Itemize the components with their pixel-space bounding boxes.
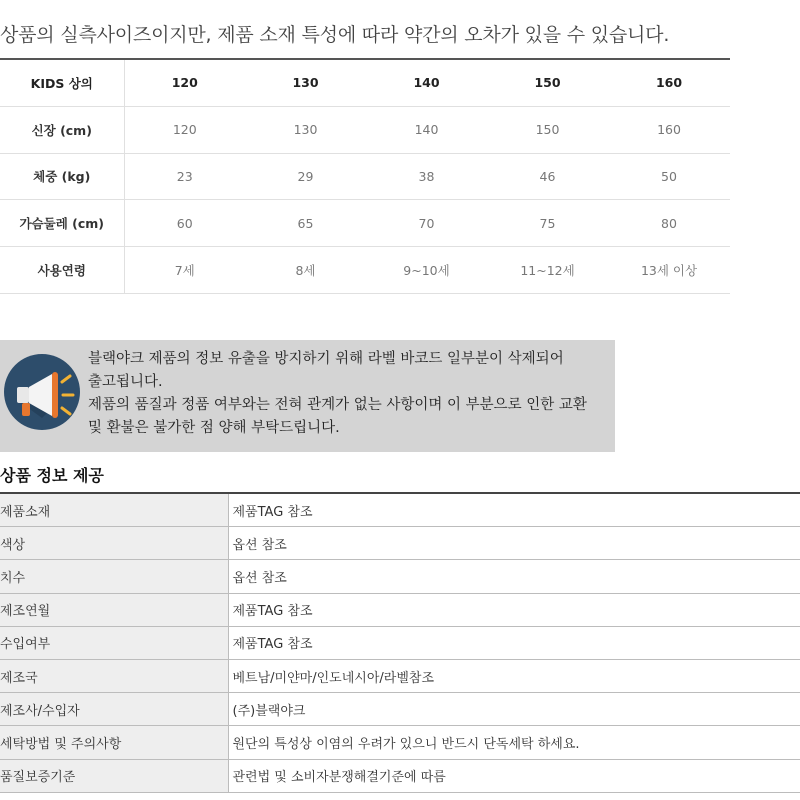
- table-row: [0, 593, 800, 626]
- table-cell: 60: [124, 200, 245, 247]
- table-cell: 130: [245, 106, 366, 153]
- info-label: 제조연월: [0, 593, 228, 626]
- info-value: 옵션 참조: [228, 560, 800, 593]
- info-label: 품질보증기준: [0, 759, 228, 792]
- table-cell: 150: [487, 106, 608, 153]
- banner-line: 및 환불은 불가한 점 양해 부탁드립니다.: [88, 420, 340, 436]
- table-row: [0, 493, 800, 527]
- table-cell: 23: [124, 153, 245, 200]
- table-cell: 80: [608, 200, 730, 247]
- table-cell: 13세 이상: [608, 247, 730, 294]
- table-row: [0, 560, 800, 593]
- table-cell: 38: [366, 153, 487, 200]
- row-label-height: 신장 (cm): [0, 106, 124, 153]
- table-row: [0, 759, 800, 792]
- size-table-header-cell: 130: [245, 59, 366, 106]
- banner-line: 출고됩니다.: [88, 374, 163, 390]
- banner-line: 블랙야크 제품의 정보 유출을 방지하기 위해 라벨 바코드 일부분이 삭제되어: [88, 351, 564, 367]
- info-value: (주)블랙야크: [228, 693, 800, 726]
- table-row: [0, 200, 730, 247]
- table-cell: 46: [487, 153, 608, 200]
- table-cell: 140: [366, 106, 487, 153]
- table-cell: 8세: [245, 247, 366, 294]
- table-row: [0, 527, 800, 560]
- table-row: [0, 153, 730, 200]
- table-cell: 75: [487, 200, 608, 247]
- row-label-weight: 체중 (kg): [0, 153, 124, 200]
- table-cell: 160: [608, 106, 730, 153]
- info-label: 제조사/수입자: [0, 693, 228, 726]
- table-cell: 29: [245, 153, 366, 200]
- table-cell: 120: [124, 106, 245, 153]
- table-cell: 50: [608, 153, 730, 200]
- product-info-title: 상품 정보 제공: [0, 466, 104, 485]
- size-table-header-cell: 120: [124, 59, 245, 106]
- banner-line: 제품의 품질과 정품 여부와는 전혀 관계가 없는 사항이며 이 부분으로 인한 교환: [88, 397, 587, 413]
- notice-banner: [0, 340, 615, 452]
- size-table-header-label: KIDS 상의: [0, 59, 124, 106]
- table-row: [0, 106, 730, 153]
- table-cell: 7세: [124, 247, 245, 294]
- info-value: 베트남/미얀마/인도네시아/라벨참조: [228, 659, 800, 692]
- size-table-header-cell: 150: [487, 59, 608, 106]
- table-cell: 9~10세: [366, 247, 487, 294]
- info-label: 제품소재: [0, 493, 228, 527]
- info-value: 제품TAG 참조: [228, 493, 800, 527]
- info-label: 수입여부: [0, 626, 228, 659]
- info-value: 관련법 및 소비자분쟁해결기준에 따름: [228, 759, 800, 792]
- row-label-age: 사용연령: [0, 247, 124, 294]
- table-row: [0, 626, 800, 659]
- row-label-chest: 가슴둘레 (cm): [0, 200, 124, 247]
- info-value: 원단의 특성상 이염의 우려가 있으니 반드시 단독세탁 하세요.: [228, 726, 800, 759]
- table-row: [0, 659, 800, 692]
- size-notice: 상품의 실측사이즈이지만, 제품 소재 특성에 따라 약간의 오차가 있을 수 있습니다.: [0, 24, 670, 46]
- size-table: [0, 58, 730, 294]
- size-table-header-row: [0, 59, 730, 106]
- info-label: 제조국: [0, 659, 228, 692]
- info-label: 치수: [0, 560, 228, 593]
- table-row: [0, 247, 730, 294]
- info-value: 제품TAG 참조: [228, 593, 800, 626]
- info-label: 색상: [0, 527, 228, 560]
- info-value: 옵션 참조: [228, 527, 800, 560]
- table-cell: 11~12세: [487, 247, 608, 294]
- table-cell: 65: [245, 200, 366, 247]
- size-table-header-cell: 140: [366, 59, 487, 106]
- info-label: 세탁방법 및 주의사항: [0, 726, 228, 759]
- megaphone-icon: [2, 352, 82, 432]
- size-table-header-cell: 160: [608, 59, 730, 106]
- banner-text: [88, 348, 613, 440]
- table-row: [0, 693, 800, 726]
- table-row: [0, 726, 800, 759]
- product-info-table: [0, 492, 800, 793]
- table-cell: 70: [366, 200, 487, 247]
- info-value: 제품TAG 참조: [228, 626, 800, 659]
